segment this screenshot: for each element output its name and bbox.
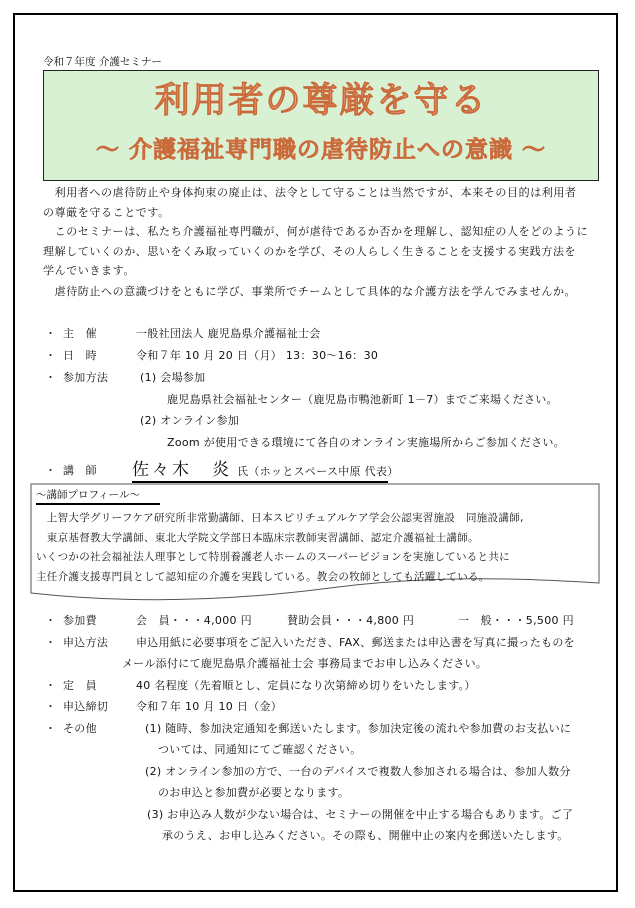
bullet: ・ <box>45 679 56 692</box>
profile-line: 東京基督教大学講師、東北大学院文学部日本臨床宗教師実習講師、認定介護福祉士講師。 <box>36 532 479 544</box>
lecturer-label: 講 師 <box>63 464 97 477</box>
capacity-label: 定 員 <box>63 679 97 692</box>
intro-line: 学んでいきます。 <box>43 264 135 277</box>
deadline-label: 申込締切 <box>63 700 109 713</box>
subtitle: ～ 介護福祉専門職の虐待防止への意識 ～ <box>95 137 546 163</box>
method-option2-detail: Zoom が使用できる環境にて各自のオンライン実施場所からご参加ください。 <box>167 436 565 449</box>
fee-label: 参加費 <box>63 614 97 627</box>
seminar-label: 令和７年度 介護セミナー <box>43 56 162 68</box>
bullet: ・ <box>45 636 56 649</box>
profile-title: ～講師プロフィール～ <box>36 487 160 505</box>
other-label: その他 <box>63 722 97 735</box>
lecturer-affiliation: 氏（ホッとスペース中原 代表） <box>237 465 399 478</box>
profile-line: 主任介護支援専門員として認知症の介護を実践している。教会の牧師としても活躍している。 <box>36 571 490 583</box>
bullet: ・ <box>45 700 56 713</box>
bullet: ・ <box>45 327 56 340</box>
deadline-value: 令和７年 10 月 10 日（金） <box>136 700 283 713</box>
method-option2-title: (2) オンライン参加 <box>140 414 240 427</box>
intro-line: 利用者への虐待防止や身体拘束の廃止は、法令として守ることは当然ですが、本来その目的は利用者 <box>43 186 577 199</box>
method-label: 参加方法 <box>63 371 109 384</box>
application-line: メール添付にて鹿児島県介護福祉士会 事務局までお申し込みください。 <box>122 657 488 670</box>
main-title: 利用者の尊厳を守る <box>154 81 488 121</box>
other-item-cont: 承のうえ、お申し込みください。その際も、開催中止の案内を郵送いたします。 <box>162 829 569 842</box>
method-option1-title: (1) 会場参加 <box>140 371 206 384</box>
other-item: (1) 随時、参加決定通知を郵送いたします。参加決定後の流れや参加費のお支払いに <box>145 722 572 735</box>
lecturer-name: 佐々木 炎 <box>132 460 232 480</box>
datetime-value: 令和７年 10 月 20 日（月） 13：30～16：30 <box>136 349 379 362</box>
other-item-cont: ついては、同通知にてご確認ください。 <box>158 743 362 756</box>
bullet: ・ <box>45 371 56 384</box>
other-item-cont: のお申込と参加費が必要となります。 <box>158 786 350 799</box>
bullet: ・ <box>45 464 56 477</box>
capacity-value: 40 名程度（先着順とし、定員になり次第締め切りをいたします。） <box>136 679 476 692</box>
organizer-label: 主 催 <box>63 327 97 340</box>
profile-line: 上智大学グリーフケア研究所非常勤講師、日本スピリチュアルケア学会公認実習施設 同施設講師, <box>36 512 524 524</box>
application-line: 申込用紙に必要事項をご記入いただき、FAX、郵送または申込書を写真に撮ったものを <box>136 636 575 649</box>
other-item: (3) お申込み人数が少ない場合は、セミナーの開催を中止する場合もあります。ご了 <box>147 808 574 821</box>
application-label: 申込方法 <box>63 636 109 649</box>
profile-line: いくつかの社会福祉法人理事として特別養護老人ホームのスーパービジョンを実施していると共に <box>36 551 510 563</box>
bullet: ・ <box>45 722 56 735</box>
fee-supporting-member: 賛助会員・・・4,800 円 <box>287 614 415 627</box>
organizer-value: 一般社団法人 鹿児島県介護福祉士会 <box>136 327 321 340</box>
bullet: ・ <box>45 349 56 362</box>
intro-line: このセミナーは、私たち介護福祉専門職が、何が虐待であるか否かを理解し、認知症の人をどのように <box>43 225 589 238</box>
method-option1-detail: 鹿児島県社会福祉センター（鹿児島市鴨池新町 1－7）までご来場ください。 <box>167 393 558 406</box>
fee-member: 会 員・・・4,000 円 <box>136 614 252 627</box>
intro-line: 理解していくのか、思いをくみ取っていくのかを学び、その人らしく生きることを支援する実践方法を <box>43 245 577 258</box>
intro-line: 虐待防止への意識づけをともに学び、事業所でチームとして具体的な介護方法を学んでみませんか。 <box>43 285 577 298</box>
fee-general: 一 般・・・5,500 円 <box>458 614 574 627</box>
datetime-label: 日 時 <box>63 349 97 362</box>
intro-line: の尊厳を守ることです。 <box>43 206 170 219</box>
bullet: ・ <box>45 614 56 627</box>
other-item: (2) オンライン参加の方で、一台のデバイスで複数人参加される場合は、参加人数分 <box>145 765 571 778</box>
